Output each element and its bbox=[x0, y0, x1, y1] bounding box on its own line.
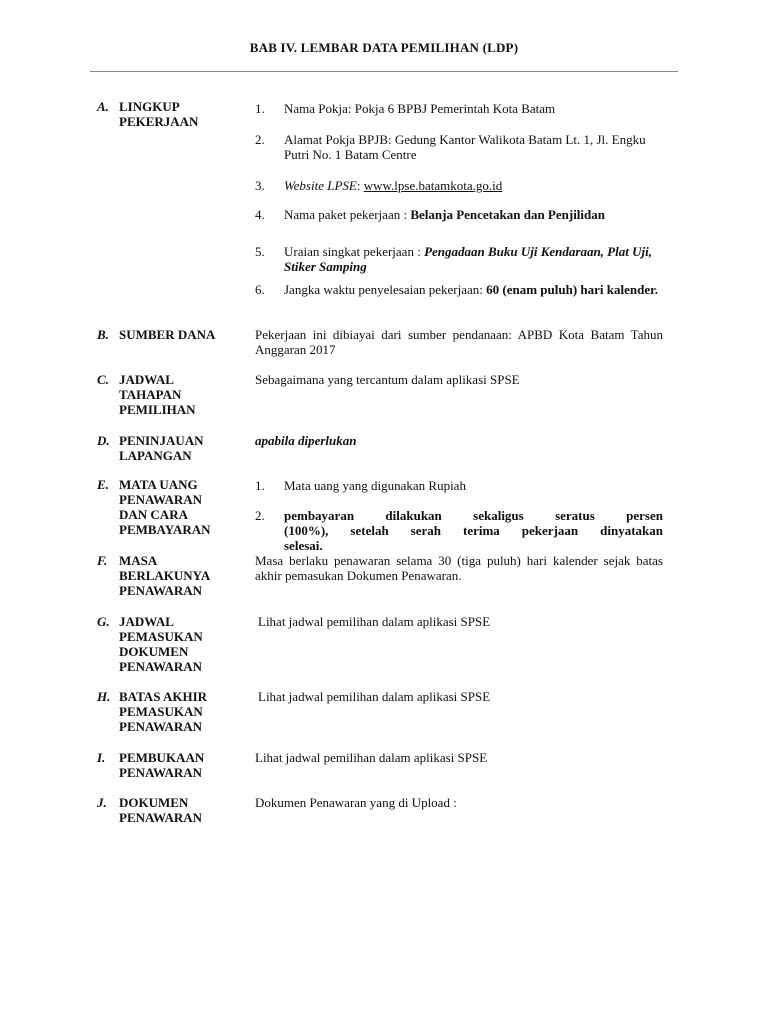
item-label: Website LPSE bbox=[284, 178, 357, 193]
item-value: 60 (enam puluh) hari kalender. bbox=[486, 282, 658, 297]
document-title: BAB IV. LEMBAR DATA PEMILIHAN (LDP) bbox=[249, 40, 519, 55]
section-letter: I. bbox=[97, 750, 106, 765]
item-number: 1. bbox=[255, 478, 265, 493]
item-text bbox=[284, 178, 663, 193]
item-label: Jangka waktu penyelesaian pekerjaan: bbox=[284, 282, 487, 297]
item-text: Alamat Pokja BPJB: Gedung Kantor Walikota Batam Lt. 1, Jl. Engku Putri No. 1 Batam Centre bbox=[284, 132, 646, 162]
section-text: Dokumen Penawaran yang di Upload : bbox=[255, 795, 457, 810]
section-text: Lihat jadwal pemilihan dalam aplikasi SPSE bbox=[255, 750, 488, 765]
section-letter: D. bbox=[97, 433, 110, 448]
section-heading: JADWAL TAHAPAN PEMILIHAN bbox=[119, 372, 196, 417]
section-heading: SUMBER DANA bbox=[119, 327, 216, 342]
section-letter: J. bbox=[97, 795, 107, 810]
section-text: Lihat jadwal pemilihan dalam aplikasi SPSE bbox=[258, 614, 491, 629]
item-text bbox=[284, 244, 663, 274]
section-letter: G. bbox=[97, 614, 110, 629]
section-heading: PENINJAUAN LAPANGAN bbox=[119, 433, 204, 463]
section-heading: MATA UANG PENAWARAN DAN CARA PEMBAYARAN bbox=[119, 477, 211, 537]
item-number: 6. bbox=[255, 282, 265, 297]
item-number: 2. bbox=[255, 508, 265, 523]
item-text bbox=[284, 282, 663, 297]
item-text bbox=[284, 508, 663, 553]
item-text-line: selesai. bbox=[284, 538, 323, 553]
item-number: 3. bbox=[255, 178, 265, 193]
section-text: apabila diperlukan bbox=[255, 433, 357, 448]
section-text: Masa berlaku penawaran selama 30 (tiga puluh) hari kalender sejak batas akhir pemasukan Dokumen Penawaran. bbox=[255, 553, 663, 583]
section-text: Pekerjaan ini dibiayai dari sumber pendanaan: APBD Kota Batam Tahun Anggaran 2017 bbox=[255, 327, 663, 357]
title-divider bbox=[90, 71, 678, 72]
section-heading: PEMBUKAAN PENAWARAN bbox=[119, 750, 205, 780]
section-heading: DOKUMEN PENAWARAN bbox=[119, 795, 203, 825]
item-text bbox=[284, 207, 663, 222]
item-label: Nama paket pekerjaan : bbox=[284, 207, 411, 222]
section-letter: C. bbox=[97, 372, 109, 387]
item-text-line: (100%), setelah serah terima pekerjaan dinyatakan bbox=[284, 523, 663, 538]
section-letter: E. bbox=[97, 477, 109, 492]
item-label: Uraian singkat pekerjaan : bbox=[284, 244, 425, 259]
section-text: Sebagaimana yang tercantum dalam aplikasi SPSE bbox=[255, 372, 520, 387]
item-text-line: pembayaran dilakukan sekaligus seratus persen bbox=[284, 508, 663, 523]
item-number: 5. bbox=[255, 244, 265, 259]
item-value: Belanja Pencetakan dan Penjilidan bbox=[410, 207, 605, 222]
section-text: Lihat jadwal pemilihan dalam aplikasi SPSE bbox=[258, 689, 491, 704]
item-number: 4. bbox=[255, 207, 265, 222]
item-text: Mata uang yang digunakan Rupiah bbox=[284, 478, 466, 493]
item-text: Nama Pokja: Pokja 6 BPBJ Pemerintah Kota Batam bbox=[284, 101, 556, 116]
section-heading: JADWAL PEMASUKAN DOKUMEN PENAWARAN bbox=[119, 614, 203, 674]
lpse-website-link[interactable]: www.lpse.batamkota.go.id bbox=[363, 178, 503, 193]
item-number: 2. bbox=[255, 132, 265, 147]
section-letter: H. bbox=[97, 689, 111, 704]
item-value: Pengadaan Buku Uji Kendaraan, Plat Uji, Stiker Samping bbox=[284, 244, 652, 274]
section-letter: B. bbox=[97, 327, 109, 342]
section-heading: MASA BERLAKUNYA PENAWARAN bbox=[119, 553, 211, 598]
item-separator: : bbox=[356, 178, 364, 193]
section-heading: BATAS AKHIR PEMASUKAN PENAWARAN bbox=[119, 689, 208, 734]
section-letter: A. bbox=[97, 99, 109, 114]
item-number: 1. bbox=[255, 101, 265, 116]
section-letter: F. bbox=[97, 553, 108, 568]
section-heading: LINGKUP PEKERJAAN bbox=[119, 99, 199, 129]
